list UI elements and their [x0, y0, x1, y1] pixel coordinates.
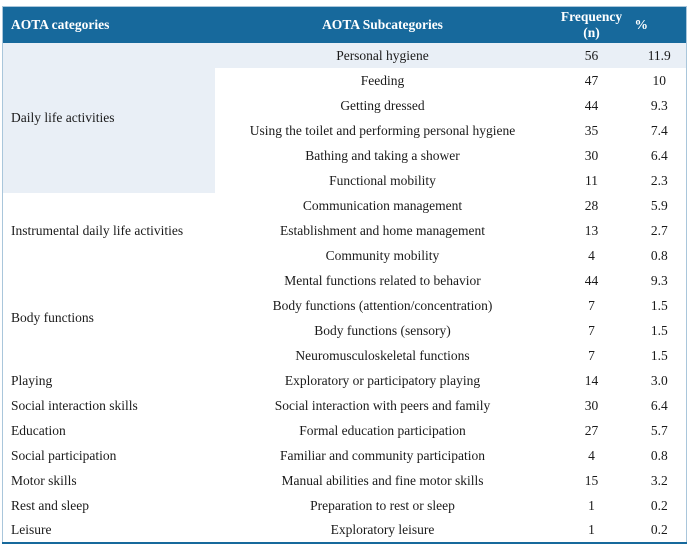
- percent-cell: 3.2: [650, 472, 668, 488]
- percent-cell: 2.7: [650, 222, 668, 238]
- header-row: [3, 7, 687, 44]
- column-header-percent: %: [633, 7, 687, 44]
- category-cell: Instrumental daily life activities: [3, 193, 215, 268]
- frequency-cell: 1: [588, 522, 595, 537]
- subcategory-cell: Communication management: [302, 197, 463, 213]
- column-header-frequency: Frequency (n): [551, 7, 633, 44]
- table-row: [3, 193, 687, 218]
- frequency-cell: 11: [585, 172, 598, 188]
- frequency-cell: 1: [588, 497, 595, 513]
- frequency-cell: 7: [588, 322, 595, 338]
- percent-cell: 6.4: [650, 397, 668, 413]
- frequency-cell: 56: [551, 43, 633, 68]
- frequency-cell: 7: [588, 297, 595, 313]
- subcategory-cell: Establishment and home management: [279, 222, 486, 238]
- table-row: [3, 518, 687, 543]
- category-cell: Leisure: [3, 518, 215, 543]
- percent-cell: 11.9: [633, 43, 687, 68]
- frequency-cell: 35: [584, 122, 599, 138]
- subcategory-cell: Mental functions related to behavior: [284, 272, 481, 288]
- percent-cell: 6.4: [650, 147, 668, 163]
- frequency-cell: 28: [584, 197, 599, 213]
- frequency-cell: 47: [584, 72, 599, 88]
- column-header-subcategory: AOTA Subcategories: [215, 7, 551, 44]
- percent-cell: 0.8: [650, 447, 668, 463]
- frequency-cell: 44: [584, 97, 599, 113]
- table-row: [3, 393, 687, 418]
- percent-cell: 1.5: [650, 347, 668, 363]
- category-cell: Body functions: [3, 268, 215, 368]
- subcategory-cell: Neuromusculoskeletal functions: [295, 347, 470, 363]
- category-cell: Motor skills: [3, 468, 215, 493]
- table-row: [3, 493, 687, 518]
- subcategory-cell: Exploratory leisure: [330, 522, 435, 537]
- subcategory-cell: Body functions (attention/concentration): [272, 297, 493, 313]
- percent-cell: 0.2: [650, 522, 668, 537]
- percent-cell: 5.9: [650, 197, 668, 213]
- subcategory-cell: Exploratory or participatory playing: [284, 372, 481, 388]
- percent-cell: 9.3: [650, 97, 668, 113]
- table-row: [3, 443, 687, 468]
- frequency-cell: 30: [584, 397, 599, 413]
- table-row: [3, 368, 687, 393]
- subcategory-cell: Feeding: [360, 72, 405, 88]
- subcategory-cell: Functional mobility: [329, 172, 436, 188]
- table-row: [3, 468, 687, 493]
- category-cell: Playing: [3, 368, 215, 393]
- category-cell: Education: [3, 418, 215, 443]
- frequency-cell: 30: [584, 147, 599, 163]
- percent-cell: 3.0: [650, 372, 668, 388]
- table-container: [2, 6, 686, 544]
- subcategory-cell: Getting dressed: [340, 97, 425, 113]
- subcategory-cell: Using the toilet and performing personal hygiene: [249, 122, 516, 138]
- category-cell: Social interaction skills: [3, 393, 215, 418]
- table-header: [3, 7, 687, 44]
- percent-cell: 5.7: [650, 422, 668, 438]
- subcategory-cell: Personal hygiene: [215, 43, 551, 68]
- frequency-cell: 27: [584, 422, 599, 438]
- frequency-cell: 7: [588, 347, 595, 363]
- table-row: [3, 43, 687, 68]
- subcategory-cell: Community mobility: [325, 247, 440, 263]
- percent-cell: 1.5: [650, 322, 668, 338]
- category-cell: Daily life activities: [3, 43, 215, 193]
- frequency-cell: 44: [584, 272, 599, 288]
- subcategory-cell: Social interaction with peers and family: [274, 397, 491, 413]
- table-row: [3, 418, 687, 443]
- percent-cell: 1.5: [650, 297, 668, 313]
- column-header-category: AOTA categories: [3, 7, 215, 44]
- frequency-cell: 13: [584, 222, 599, 238]
- percent-cell: 2.3: [650, 172, 668, 188]
- table-body: [3, 43, 687, 543]
- table-row: [3, 268, 687, 293]
- percent-cell: 0.8: [650, 247, 668, 263]
- frequency-cell: 15: [584, 472, 599, 488]
- percent-cell: 0.2: [650, 497, 668, 513]
- subcategory-cell: Manual abilities and fine motor skills: [281, 472, 484, 488]
- subcategory-cell: Formal education participation: [299, 422, 466, 438]
- aota-table: [2, 6, 687, 544]
- subcategory-cell: Body functions (sensory): [314, 322, 451, 338]
- subcategory-cell: Familiar and community participation: [279, 447, 486, 463]
- frequency-cell: 4: [588, 447, 595, 463]
- percent-cell: 9.3: [650, 272, 668, 288]
- subcategory-cell: Preparation to rest or sleep: [310, 497, 455, 513]
- percent-cell: 7.4: [650, 122, 668, 138]
- subcategory-cell: Bathing and taking a shower: [305, 147, 460, 163]
- percent-cell: 10: [652, 72, 666, 88]
- category-cell: Rest and sleep: [3, 493, 215, 518]
- category-cell: Social participation: [3, 443, 215, 468]
- frequency-cell: 14: [584, 372, 599, 388]
- frequency-cell: 4: [588, 247, 595, 263]
